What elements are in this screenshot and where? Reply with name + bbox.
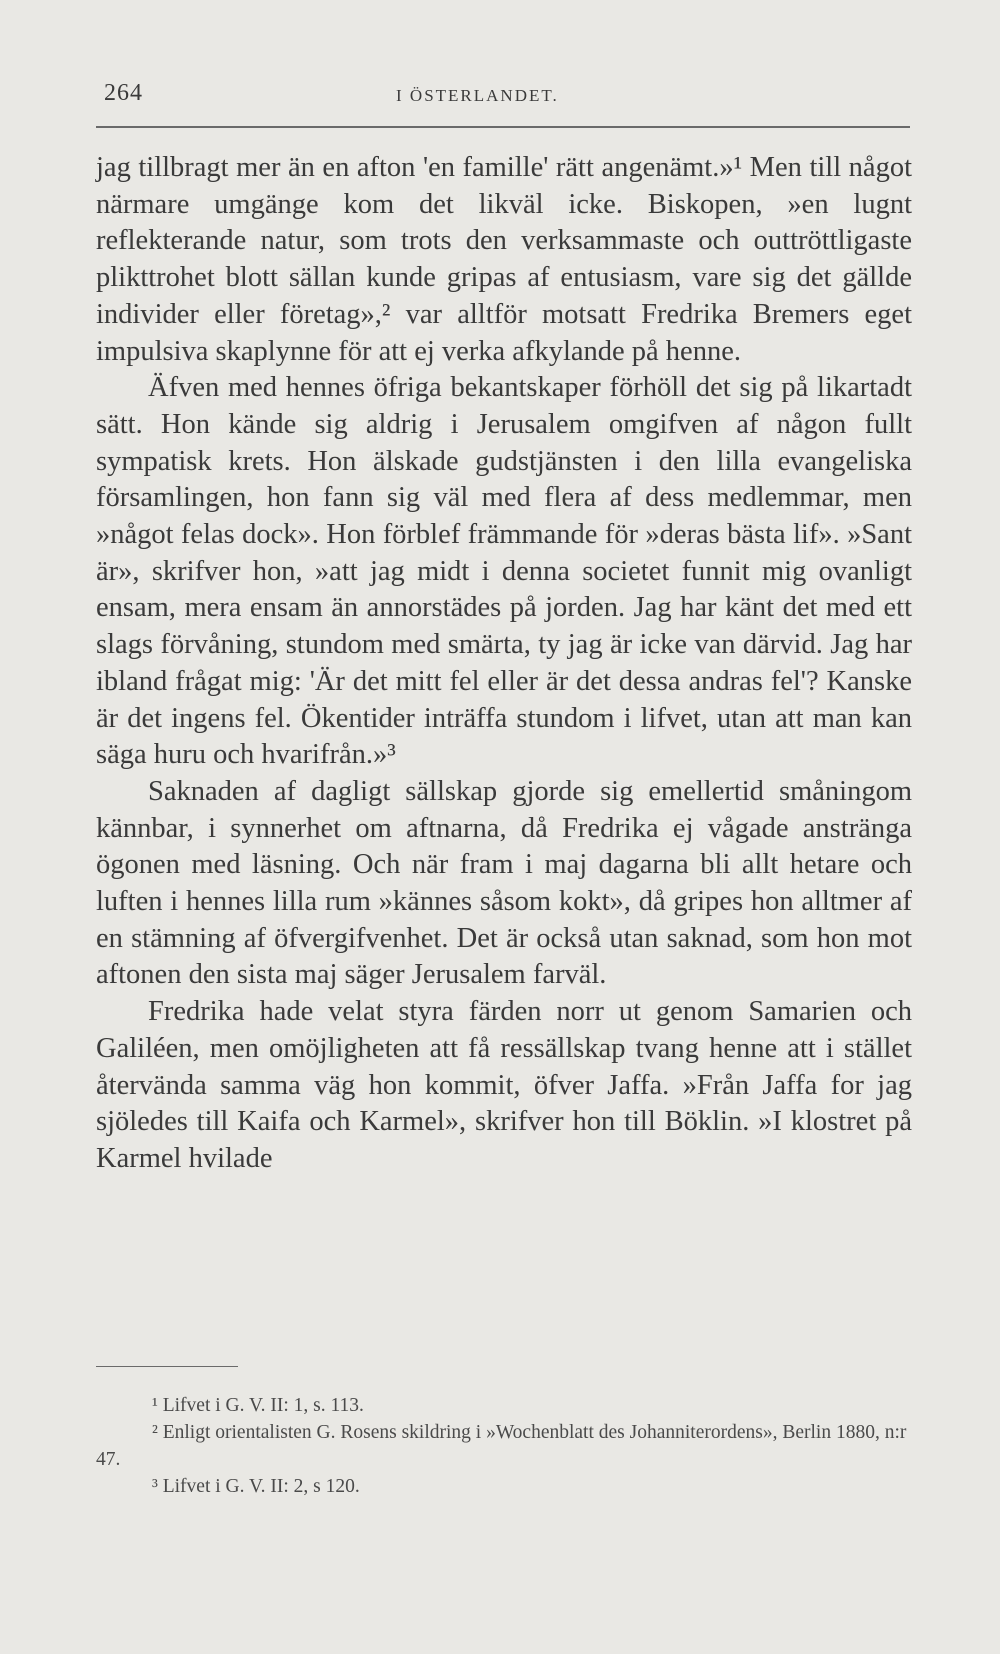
running-head: I ÖSTERLANDET. [396, 86, 559, 105]
paragraph-4: Fredrika hade velat styra färden norr ut genom Samarien och Galiléen, men omöjligheten att få ressällskap tvang henne att i stället återvända samma väg hon kommit, öfver Jaffa. »Från Jaffa for jag sjöledes till Kaifa och Karmel», skrifver hon till Böklin. »I klostret på Karmel hvilade [96, 996, 912, 1174]
page-number: 264 [104, 80, 143, 106]
paragraph-3: Saknaden af dagligt sällskap gjorde sig emellertid småningom kännbar, i synnerhet om aftnarna, då Fredrika ej vågade anstränga ögonen med läsning. Och när fram i maj dagarna bli allt hetare och luften i hennes lilla rum »kännes såsom kokt», då gripes hon alltmer af en stämning af öfvergifvenhet. Det är också utan saknad, som hon mot aftonen den sista maj säger Jerusalem farväl. [96, 775, 912, 991]
paragraph-2: Äfven med hennes öfriga bekantskaper förhöll det sig på likartadt sätt. Hon kände sig aldrig i Jerusalem omgifven af någon fullt sympatisk krets. Hon älskade gudstjänsten i den lilla evangeliska församlingen, hon fann sig väl med flera af dess medlemmar, men »något felas dock». Hon förblef främmande för »deras bästa lif». »Sant är», skrifver hon, »att jag midt i denna societet funnit mig ovanligt ensam, mera ensam än annorstädes på jorden. Jag har känt det med ett slags förvåning, stundom med smärta, ty jag är icke van därvid. Jag har ibland frågat mig: 'Är det mitt fel eller är det dessa andras fel'? Kanske är det ingens fel. Ökentider inträffa stundom i lifvet, utan att man kan säga huru och hvarifrån.»³ [96, 372, 912, 771]
footnotes [96, 1392, 912, 1500]
footnote-1: ¹ Lifvet i G. V. II: 1, s. 113. [152, 1395, 364, 1416]
footnote-2: ² Enligt orientalisten G. Rosens skildring i »Wochenblatt des Johanniterordens», Berlin 1880, n:r 47. [96, 1422, 907, 1470]
header-rule [96, 126, 910, 128]
body-text [96, 150, 912, 1178]
page-header [96, 78, 912, 118]
footnote-rule [96, 1366, 238, 1367]
paragraph-1: jag tillbragt mer än en afton 'en famille' rätt angenämt.»¹ Men till något närmare umgänge kom det likväl icke. Biskopen, »en lugnt reflekterande natur, som trots den verksammaste och outtröttligaste plikttrohet blott sällan kunde gripas af entusiasm, vare sig det gällde individer eller företag»,² var alltför motsatt Fredrika Bremers eget impulsiva skaplynne för att ej verka afkylande på henne. [96, 152, 912, 367]
footnote-3: ³ Lifvet i G. V. II: 2, s 120. [152, 1476, 360, 1497]
